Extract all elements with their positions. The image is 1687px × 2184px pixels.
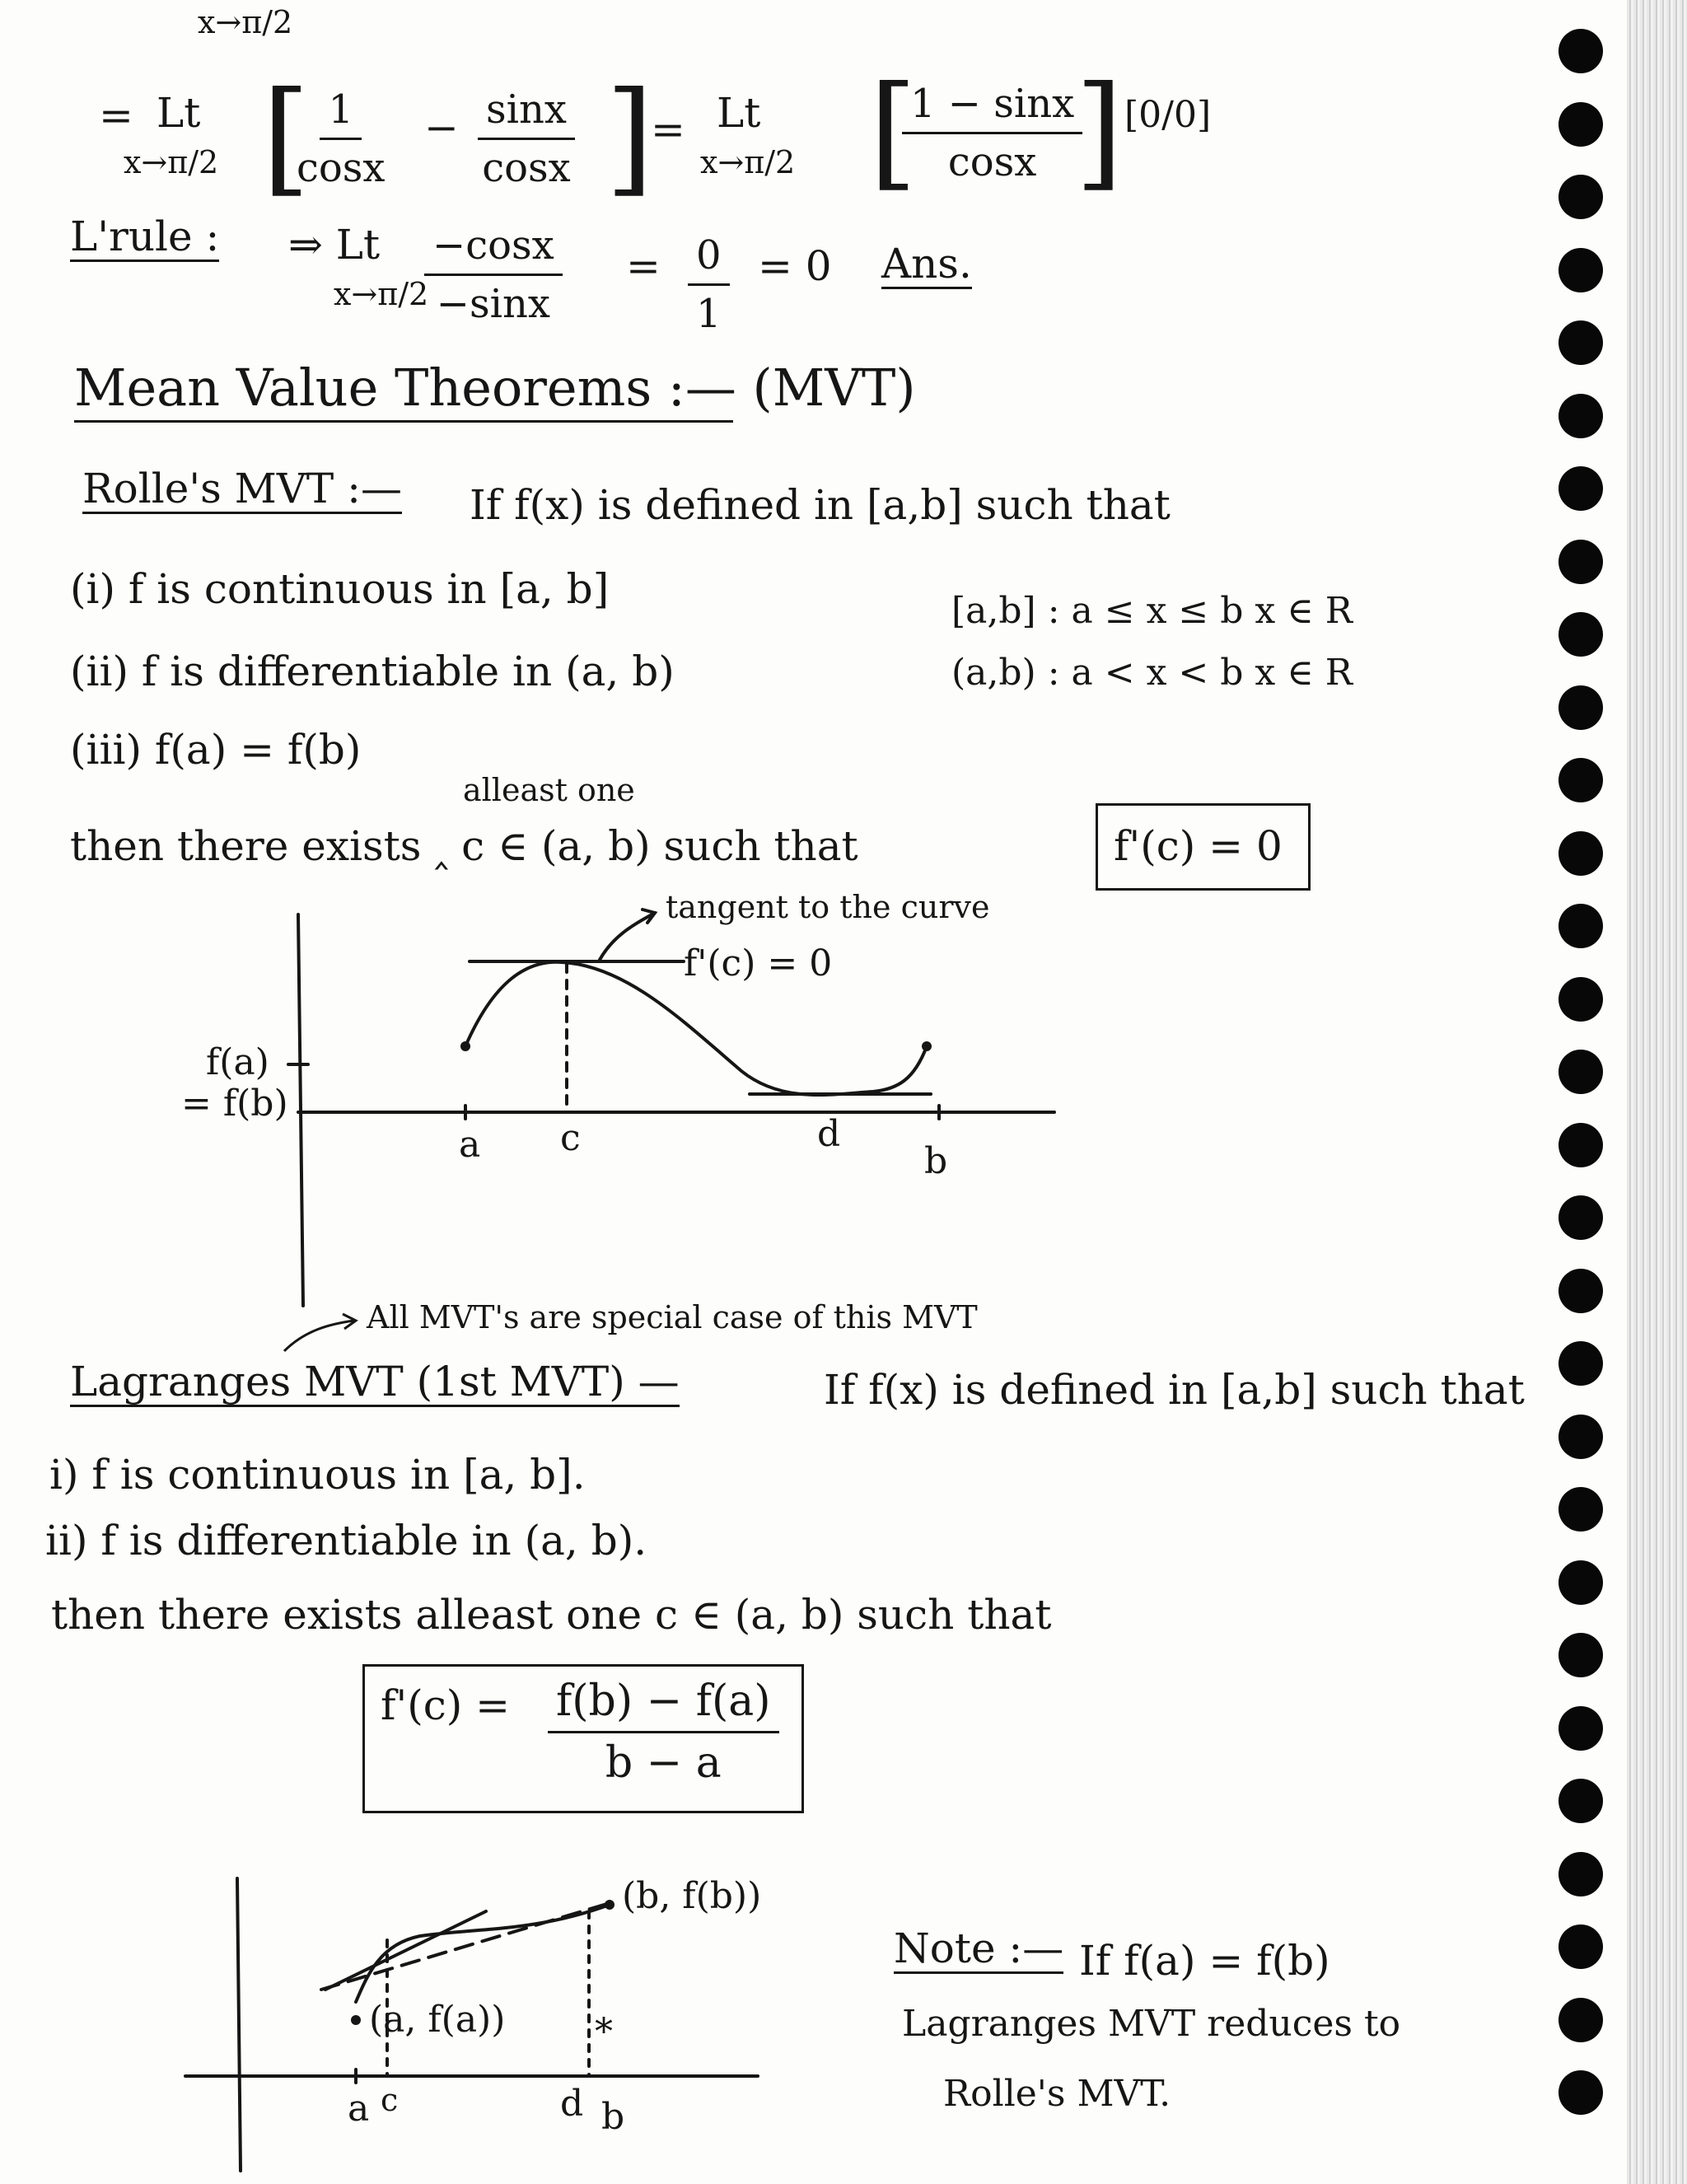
binder-hole bbox=[1558, 1852, 1603, 1896]
tangent-at-c bbox=[325, 1911, 486, 1990]
note-line-2: Lagranges MVT reduces to bbox=[902, 2003, 1401, 2045]
rolle-b-label: b bbox=[924, 1140, 948, 1182]
point-bfb-label: (b, f(b)) bbox=[622, 1875, 762, 1917]
binder-hole bbox=[1558, 685, 1603, 730]
binder-hole bbox=[1558, 466, 1603, 511]
binder-hole bbox=[1558, 175, 1603, 219]
equals-sign-2: = bbox=[651, 105, 685, 153]
rolle-c-label: c bbox=[560, 1117, 581, 1159]
cut-off-limit-subscript: x→π/2 bbox=[198, 4, 293, 40]
bracket-open-1: [ bbox=[262, 66, 311, 209]
lagrange-a-label: a bbox=[348, 2088, 370, 2130]
rolle-a-label: a bbox=[459, 1124, 481, 1166]
end-point bbox=[922, 1041, 932, 1051]
fraction-1-minus-sinx-over-cosx: $\frac{1 - \sin x}{\cos x}$ bbox=[902, 81, 1082, 185]
binder-hole bbox=[1558, 1050, 1603, 1094]
mvt-heading: Mean Value Theorems :— (MVT) bbox=[74, 358, 916, 418]
lrule-limit-subscript: x→π/2 bbox=[334, 276, 429, 312]
limit-subscript-2: x→π/2 bbox=[700, 144, 796, 180]
closed-interval-definition: [a,b] : a ≤ x ≤ b x ∈ R bbox=[951, 590, 1353, 632]
lagrange-y-axis bbox=[237, 1878, 241, 2171]
lagrange-d-label: d bbox=[560, 2083, 584, 2125]
minus-sign: − bbox=[424, 104, 459, 152]
binder-hole bbox=[1558, 1998, 1603, 2042]
rolle-condition-2: (ii) f is differentiable in (a, b) bbox=[70, 648, 675, 695]
answer-label: Ans. bbox=[881, 240, 972, 288]
binder-hole bbox=[1558, 904, 1603, 948]
equals-sign-3: = bbox=[626, 242, 661, 290]
rolle-title: Rolle's MVT :— bbox=[82, 465, 403, 512]
result-zero: = 0 bbox=[758, 242, 832, 290]
rolle-condition-3: (iii) f(a) = f(b) bbox=[70, 726, 362, 774]
lrule-fraction: $\frac{-\cos x}{-\sin x}$ bbox=[424, 222, 563, 327]
rolle-intro: If f(x) is defined in [a,b] such that bbox=[470, 481, 1171, 529]
note-line-1: If f(a) = f(b) bbox=[1079, 1937, 1330, 1985]
fc-zero-label: f'(c) = 0 bbox=[684, 942, 833, 984]
equals-sign-1: = bbox=[99, 91, 133, 139]
point-a-fa bbox=[351, 2015, 361, 2025]
binder-hole bbox=[1558, 1415, 1603, 1459]
rolle-condition-1: (i) f is continuous in [a, b] bbox=[70, 565, 610, 613]
page-edge-texture bbox=[1627, 0, 1687, 2184]
rolle-d-label: d bbox=[817, 1113, 841, 1155]
limit-subscript-1: x→π/2 bbox=[124, 144, 219, 180]
rolle-y-axis bbox=[298, 914, 303, 1306]
note-arrow bbox=[280, 1306, 371, 1355]
binder-hole bbox=[1558, 1123, 1603, 1167]
limit-word-1: Lt bbox=[157, 89, 201, 137]
lagrange-condition-1: i) f is continuous in [a, b]. bbox=[49, 1451, 586, 1499]
tangent-label: tangent to the curve bbox=[666, 889, 990, 925]
lagrange-formula-fraction: $\frac{f(b) - f(a)}{b - a}$ bbox=[548, 1677, 779, 1788]
binder-hole bbox=[1558, 1633, 1603, 1677]
binder-hole bbox=[1558, 248, 1603, 292]
binder-hole bbox=[1558, 102, 1603, 147]
lagrange-condition-2: ii) f is differentiable in (a, b). bbox=[45, 1517, 647, 1564]
lagrange-curve bbox=[356, 1905, 610, 2002]
bracket-close-1: ] bbox=[605, 66, 654, 209]
lagrange-formula-lhs: f'(c) = bbox=[381, 1681, 511, 1729]
binder-hole bbox=[1558, 540, 1603, 584]
open-interval-definition: (a,b) : a < x < b x ∈ R bbox=[951, 652, 1353, 694]
rolle-graph bbox=[0, 873, 1153, 1326]
binder-hole bbox=[1558, 1560, 1603, 1605]
fraction-1-over-cosx: $\frac{1}{\cos x}$ bbox=[297, 87, 386, 191]
binder-hole bbox=[1558, 1269, 1603, 1313]
binder-hole bbox=[1558, 1341, 1603, 1386]
lagrange-b-label: b bbox=[601, 2096, 625, 2138]
binder-hole bbox=[1558, 320, 1603, 365]
star-mark: * bbox=[595, 2011, 613, 2053]
binder-hole bbox=[1558, 758, 1603, 802]
alleast-one-insertion: alleast one bbox=[463, 772, 635, 808]
fb-label: = f(b) bbox=[181, 1083, 288, 1125]
binder-hole bbox=[1558, 1195, 1603, 1240]
heading-underline bbox=[74, 420, 733, 423]
bracket-open-2: [ bbox=[869, 60, 918, 203]
binder-hole bbox=[1558, 394, 1603, 438]
result-fraction: $\frac{0}{1}$ bbox=[688, 232, 730, 337]
lagrange-intro: If f(x) is defined in [a,b] such that bbox=[824, 1366, 1525, 1414]
binder-hole bbox=[1558, 831, 1603, 876]
tangent-pointer bbox=[600, 913, 655, 960]
lagrange-top-note: All MVT's are special case of this MVT bbox=[367, 1299, 978, 1335]
fa-label: f(a) bbox=[206, 1041, 269, 1083]
binder-hole bbox=[1558, 612, 1603, 657]
lagrange-conclusion: then there exists alleast one c ∈ (a, b) such that bbox=[51, 1591, 1052, 1639]
binder-hole bbox=[1558, 2070, 1603, 2115]
binder-hole bbox=[1558, 29, 1603, 73]
binder-hole bbox=[1558, 1779, 1603, 1823]
limit-word-2: Lt bbox=[717, 89, 761, 137]
binder-hole bbox=[1558, 977, 1603, 1022]
rolle-result: f'(c) = 0 bbox=[1114, 822, 1283, 870]
indeterminate-form: [0/0] bbox=[1124, 94, 1212, 136]
binder-hole bbox=[1558, 1924, 1603, 1969]
note-label: Note :— bbox=[894, 1924, 1064, 1972]
bracket-close-2: ] bbox=[1075, 60, 1124, 203]
secant-chord bbox=[321, 1903, 610, 1990]
note-line-3: Rolle's MVT. bbox=[943, 2073, 1171, 2115]
lrule-limit: ⇒ Lt bbox=[288, 221, 381, 269]
rolle-conclusion: then there exists ‸ c ∈ (a, b) such that bbox=[70, 822, 858, 870]
point-afa-label: (a, f(a)) bbox=[369, 1999, 506, 2041]
binder-hole bbox=[1558, 1706, 1603, 1751]
fraction-sinx-over-cosx: $\frac{\sin x}{\cos x}$ bbox=[478, 87, 575, 191]
lagrange-c-label: c bbox=[381, 2082, 399, 2118]
point-b-fb bbox=[605, 1900, 615, 1910]
lagrange-title: Lagranges MVT (1st MVT) — bbox=[70, 1358, 680, 1405]
start-point bbox=[460, 1041, 470, 1051]
binder-holes bbox=[1558, 0, 1608, 2184]
binder-hole bbox=[1558, 1487, 1603, 1532]
lrule-label: L'rule : bbox=[70, 213, 220, 260]
